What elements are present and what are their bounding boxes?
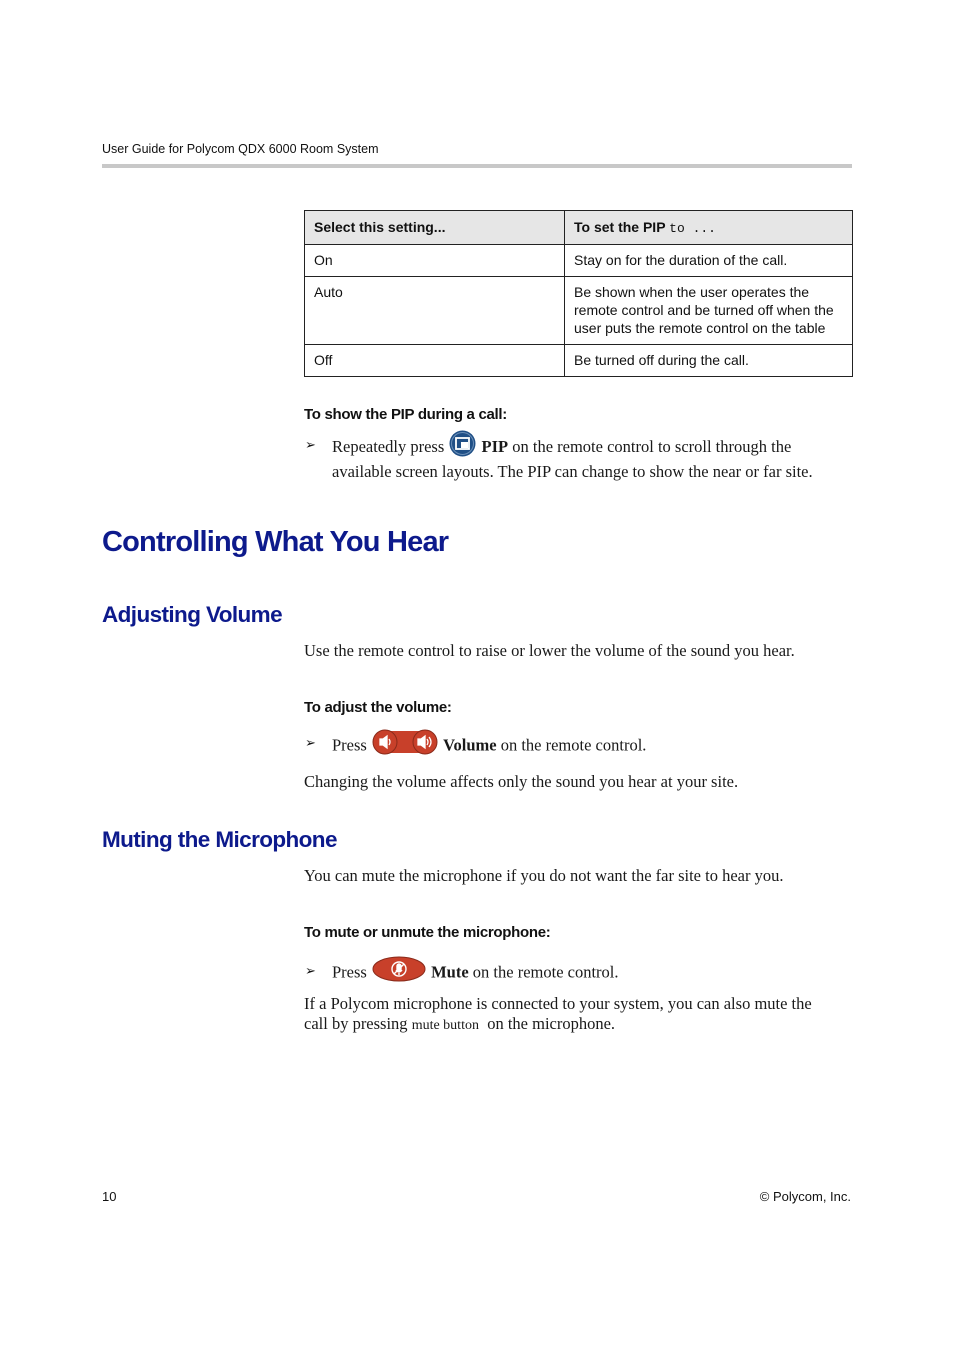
step-text-pre: Press [332,962,367,982]
table-header-row [305,211,853,245]
step-text-pre: Repeatedly press [332,436,445,456]
show-pip-heading: To show the PIP during a call: [304,406,507,423]
step-text-post: on the remote control. [472,962,619,982]
step-text-pre: Press [332,735,367,755]
volume-intro: Use the remote control to raise or lower the volume of the sound you hear. [304,641,795,660]
table-row [305,345,853,377]
mute-procedure-heading: To mute or unmute the microphone: [304,924,551,941]
pip-button-name: PIP [481,436,509,456]
volume-note: Changing the volume affects only the sound you hear at your site. [304,772,739,791]
mute-step [332,960,852,987]
bullet-marker: ➢ [305,963,316,978]
step-text-post: on the remote control to scroll through the [512,436,792,456]
section-title: Controlling What You Hear [102,526,449,558]
copyright: © Polycom, Inc. [759,1189,851,1204]
bullet-marker: ➢ [305,735,316,750]
table-row [305,245,853,277]
table-row [305,277,853,345]
mute-button-name: Mute [431,962,469,982]
column-header-result-text: To set the PIP [574,219,666,235]
result-cell: Stay on for the duration of the call. [565,245,853,277]
setting-cell: Off [305,345,565,377]
header-rule [102,164,852,168]
page-number: 10 [102,1189,117,1204]
volume-button-graphic [372,728,438,761]
result-cell: Be shown when the user operates the remote control and be turned off when the user puts the remote control on the table [565,277,853,345]
step-text-post: on the remote control. [500,735,647,755]
running-header: User Guide for Polycom QDX 6000 Room System [102,142,379,156]
setting-cell: On [305,245,565,277]
mute-note-line2-post: on the microphone. [487,1014,616,1033]
mute-button-inline-label: mute button [411,1018,479,1033]
mute-note-line1: If a Polycom microphone is connected to your system, you can also mute the [304,994,812,1013]
step-text-line2: available screen layouts. The PIP can change to show the near or far site. [332,462,813,481]
mute-subsection-title: Muting the Microphone [102,827,337,852]
setting-cell: Auto [305,277,565,345]
volume-step [332,732,852,761]
column-header-result [565,211,853,245]
pip-settings-table [304,210,853,377]
mute-button-graphic [372,956,426,987]
volume-subsection-title: Adjusting Volume [102,602,282,627]
mute-note [304,994,856,1036]
volume-procedure-heading: To adjust the volume: [304,699,452,716]
result-cell: Be turned off during the call. [565,345,853,377]
column-header-setting: Select this setting... [305,211,565,245]
mute-intro: You can mute the microphone if you do not want the far site to hear you. [304,866,784,885]
bullet-marker: ➢ [305,437,316,452]
mute-note-line2-pre: call by pressing [304,1014,408,1033]
pip-icon [449,430,476,462]
column-header-result-mono: to ... [669,221,716,236]
show-pip-step [332,434,862,482]
volume-button-name: Volume [443,735,497,755]
